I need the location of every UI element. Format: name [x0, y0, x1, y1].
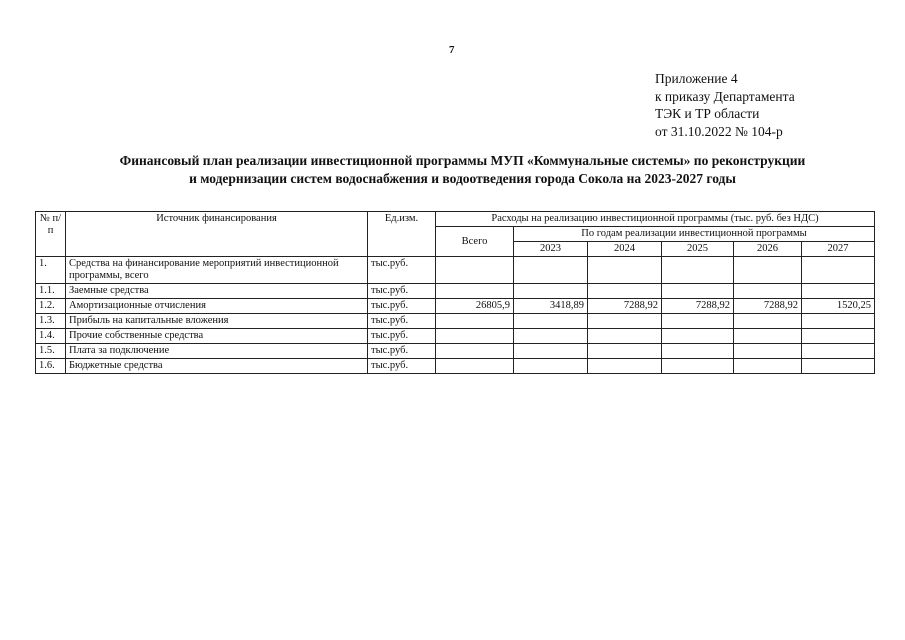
row-source: Средства на финансирование мероприятий инвестиционной программы, всего	[66, 257, 368, 284]
row-year-value	[734, 257, 802, 284]
row-year-value	[588, 314, 662, 329]
appendix-line: к приказу Департамента	[655, 88, 795, 104]
row-year-value	[588, 359, 662, 374]
row-year-value	[514, 329, 588, 344]
header-year: 2026	[734, 242, 802, 257]
row-total	[436, 344, 514, 359]
row-num: 1.3.	[36, 314, 66, 329]
row-num: 1.1.	[36, 284, 66, 299]
row-year-value: 7288,92	[588, 299, 662, 314]
row-year-value	[514, 344, 588, 359]
header-unit: Ед.изм.	[368, 212, 436, 257]
row-year-value	[802, 257, 875, 284]
appendix-line: Приложение 4	[655, 71, 738, 86]
row-year-value	[588, 284, 662, 299]
row-unit: тыс.руб.	[368, 359, 436, 374]
row-year-value	[662, 284, 734, 299]
row-source: Прибыль на капитальные вложения	[66, 314, 368, 329]
page-number: 7	[449, 44, 455, 56]
header-year: 2023	[514, 242, 588, 257]
header-by-years: По годам реализации инвестиционной программы	[514, 227, 875, 242]
header-year: 2027	[802, 242, 875, 257]
header-num: № п/п	[36, 212, 66, 257]
row-total: 26805,9	[436, 299, 514, 314]
row-num: 1.2.	[36, 299, 66, 314]
row-total	[436, 284, 514, 299]
row-year-value	[802, 314, 875, 329]
row-unit: тыс.руб.	[368, 314, 436, 329]
table-row	[36, 257, 875, 284]
row-year-value	[588, 257, 662, 284]
row-unit: тыс.руб.	[368, 299, 436, 314]
table-row	[36, 299, 875, 314]
header-year: 2024	[588, 242, 662, 257]
row-unit: тыс.руб.	[368, 329, 436, 344]
row-year-value: 3418,89	[514, 299, 588, 314]
row-year-value	[802, 359, 875, 374]
row-year-value	[514, 359, 588, 374]
row-total	[436, 359, 514, 374]
row-unit: тыс.руб.	[368, 257, 436, 284]
row-year-value	[662, 314, 734, 329]
row-num: 1.	[36, 257, 66, 284]
row-year-value	[734, 359, 802, 374]
row-year-value	[802, 344, 875, 359]
row-source: Амортизационные отчисления	[66, 299, 368, 314]
row-total	[436, 329, 514, 344]
row-year-value	[662, 344, 734, 359]
row-total	[436, 257, 514, 284]
document-title	[40, 152, 885, 188]
row-year-value: 7288,92	[662, 299, 734, 314]
appendix-block	[655, 70, 795, 140]
header-expenses: Расходы на реализацию инвестиционной программы (тыс. руб. без НДС)	[436, 212, 875, 227]
row-unit: тыс.руб.	[368, 284, 436, 299]
row-num: 1.4.	[36, 329, 66, 344]
table-row	[36, 284, 875, 299]
row-year-value	[734, 314, 802, 329]
row-year-value: 7288,92	[734, 299, 802, 314]
row-unit: тыс.руб.	[368, 344, 436, 359]
financial-plan-table	[35, 211, 875, 374]
table-row	[36, 344, 875, 359]
table-row	[36, 314, 875, 329]
row-year-value	[734, 344, 802, 359]
row-year-value	[514, 284, 588, 299]
row-year-value	[662, 359, 734, 374]
row-year-value	[662, 257, 734, 284]
row-year-value	[734, 329, 802, 344]
row-year-value	[514, 257, 588, 284]
row-source: Плата за подключение	[66, 344, 368, 359]
title-line: и модернизации систем водоснабжения и водоотведения города Сокола на 2023-2027 годы	[189, 171, 736, 186]
appendix-line: от 31.10.2022 № 104-р	[655, 123, 783, 139]
row-source: Бюджетные средства	[66, 359, 368, 374]
row-year-value: 1520,25	[802, 299, 875, 314]
row-year-value	[734, 284, 802, 299]
table-row	[36, 359, 875, 374]
row-year-value	[514, 314, 588, 329]
row-year-value	[802, 329, 875, 344]
row-num: 1.5.	[36, 344, 66, 359]
row-year-value	[662, 329, 734, 344]
row-total	[436, 314, 514, 329]
row-year-value	[588, 329, 662, 344]
title-line: Финансовый план реализации инвестиционной программы МУП «Коммунальные системы» по реконструкции	[119, 153, 806, 168]
row-source: Прочие собственные средства	[66, 329, 368, 344]
row-year-value	[588, 344, 662, 359]
row-year-value	[802, 284, 875, 299]
header-year: 2025	[662, 242, 734, 257]
table-row	[36, 329, 875, 344]
header-total: Всего	[436, 227, 514, 257]
row-num: 1.6.	[36, 359, 66, 374]
appendix-line: ТЭК и ТР области	[655, 106, 760, 121]
header-source: Источник финансирования	[66, 212, 368, 257]
row-source: Заемные средства	[66, 284, 368, 299]
